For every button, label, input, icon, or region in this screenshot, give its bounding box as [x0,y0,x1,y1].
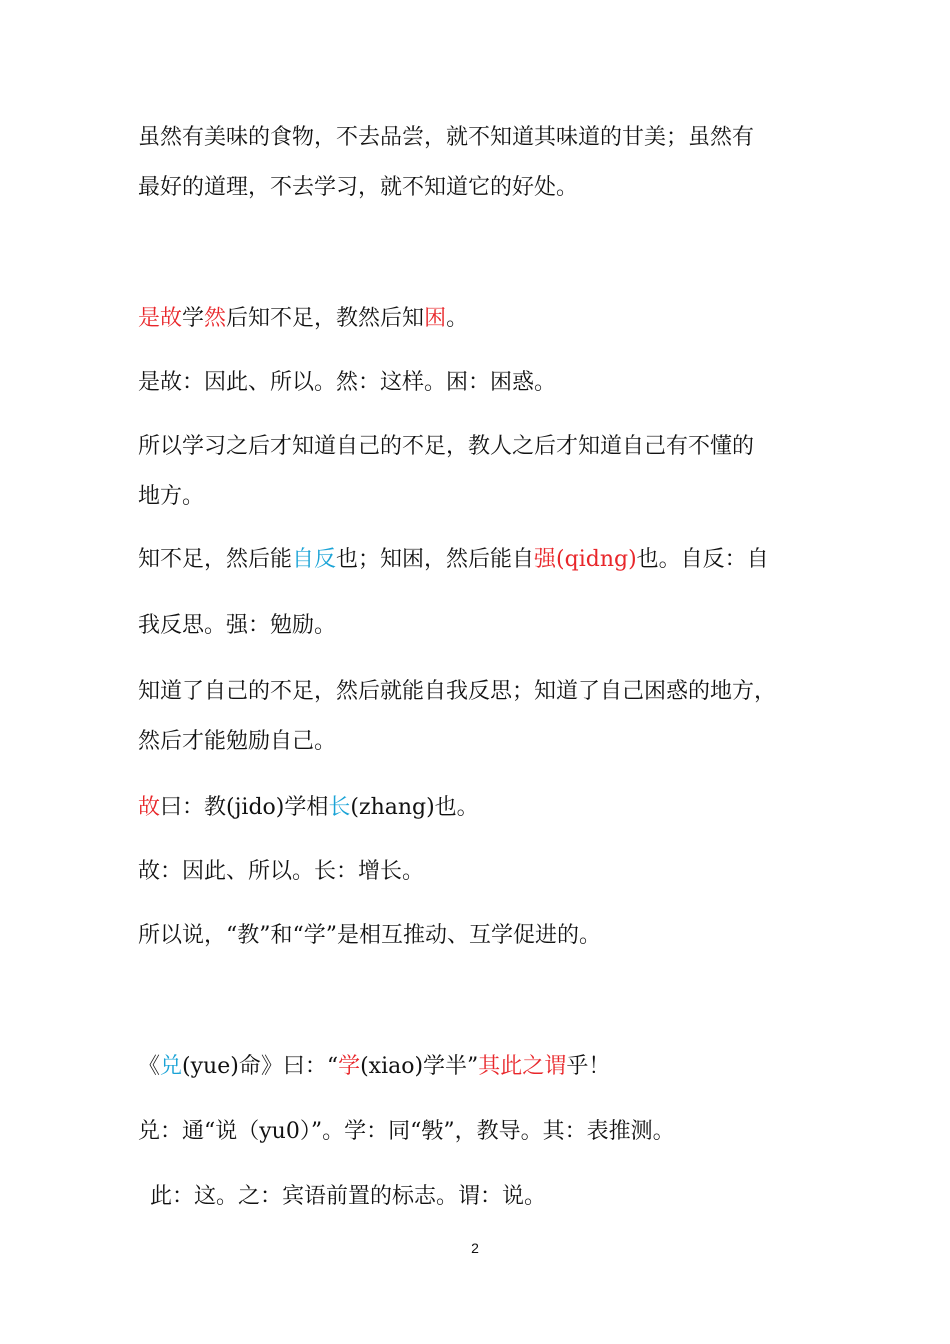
translation-2-line-2: 然后才能勉励自己。 [138,729,337,754]
text-segment: (zhang)也。 [350,795,479,820]
highlight-yue: 兑 [160,1054,183,1079]
text-segment: 知不足，然后能 [138,547,293,572]
classical-line-1 [138,304,468,334]
annotation-line-3: 故：因此、所以。长：增长。 [138,859,425,884]
highlight-qiciz: 其此之谓 [478,1054,567,1079]
text-segment: 乎！ [566,1054,611,1079]
text-segment: 《 [138,1054,161,1079]
annotation-line-1: 是故：因此、所以。然：这样。困：困惑。 [138,370,557,395]
highlight-ran: 然 [204,306,227,331]
annotation-line-5: 此：这。之：宾语前置的标志。谓：说。 [150,1184,547,1209]
page-number: 2 [471,1240,479,1256]
paragraph-1-line-1: 虽然有美味的食物，不去品尝，就不知道其味道的甘美；虽然有 [138,125,755,150]
highlight-shigu: 是故 [138,306,183,331]
classical-line-4 [138,1052,610,1082]
text-segment: 曰：教(jido)学相 [160,795,329,820]
highlight-kun: 困 [424,306,447,331]
text-segment: (xiao)学半” [360,1054,479,1079]
paragraph-1-line-2: 最好的道理，不去学习，就不知道它的好处。 [138,175,579,200]
text-segment: (yue)命》曰：“ [182,1054,339,1079]
highlight-qiang: 强(qidng) [534,547,637,572]
text-segment: 。 [446,306,469,331]
classical-line-3 [138,793,479,823]
annotation-line-4: 兑：通“说（yu0）”。学：同“斅”，教导。其：表推测。 [138,1119,675,1144]
highlight-zifan: 自反 [292,547,337,572]
translation-3-line-1: 所以说，“教”和“学”是相互推动、互学促进的。 [138,923,601,948]
text-segment: 也。自反：自 [636,547,769,572]
classical-line-2 [138,545,769,575]
highlight-xue: 学 [338,1054,361,1079]
annotation-line-2: 我反思。强：勉励。 [138,613,337,638]
text-segment: 后知不足，教然后知 [226,306,425,331]
text-segment: 学 [182,306,205,331]
text-segment: 也；知困，然后能自 [336,547,535,572]
translation-1-line-2: 地方。 [138,484,205,509]
highlight-zhang: 长 [328,795,351,820]
highlight-gu: 故 [138,795,161,820]
translation-1-line-1: 所以学习之后才知道自己的不足，教人之后才知道自己有不懂的 [138,434,755,459]
translation-2-line-1: 知道了自己的不足，然后就能自我反思；知道了自己困惑的地方， [138,679,777,704]
